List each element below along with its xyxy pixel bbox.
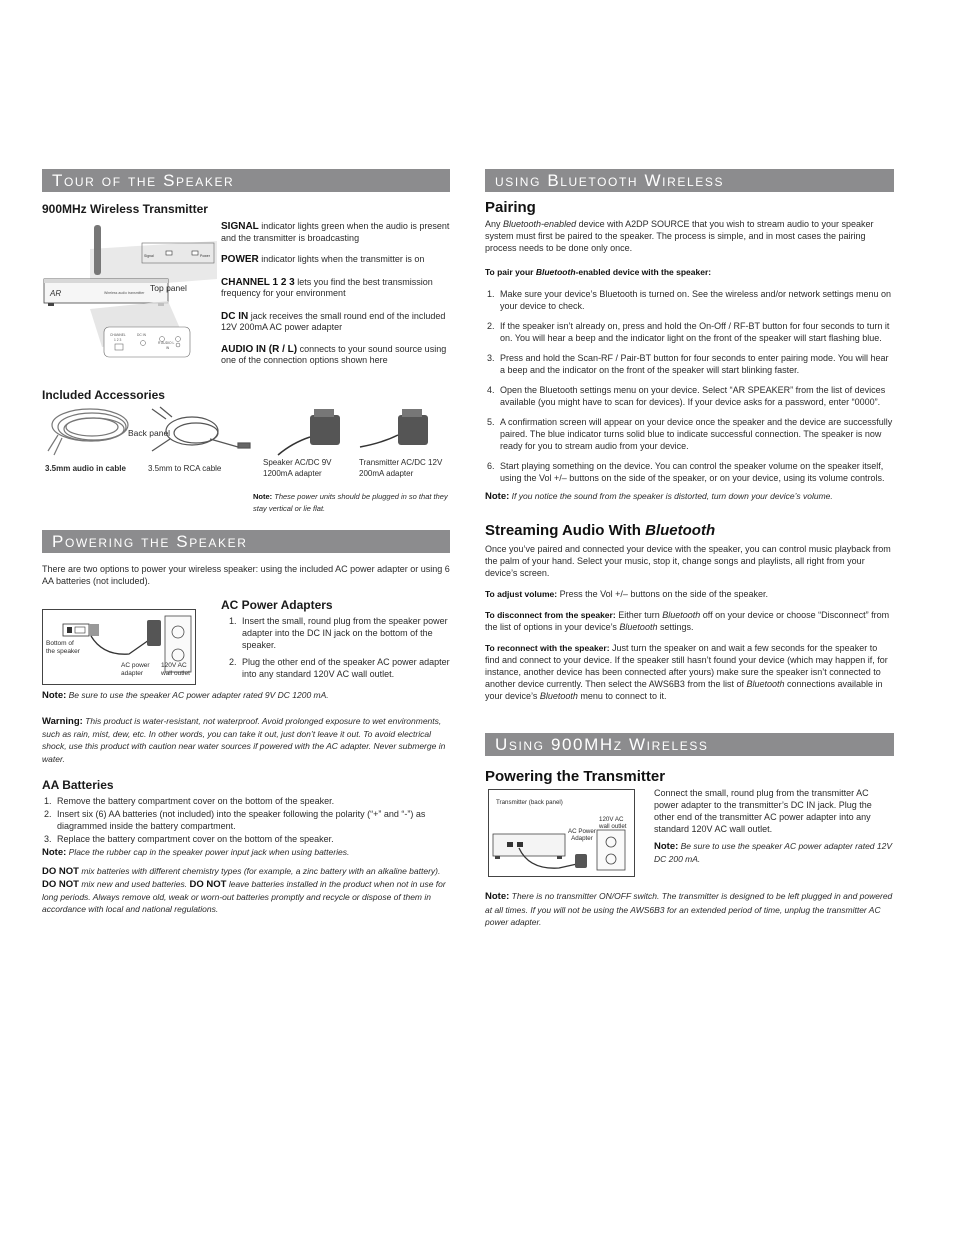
battery-warnings: DO NOT mix batteries with different chemistry types (for example, a zinc battery with an alkaline battery). DO NOT mix new and used batteries. DO NOT leave batteries installed in the product when not in use for long periods. Always remove old, weak or worn-out batteries promptly and recycle or dispose of them in accordance with local and national regulations. <box>42 865 446 915</box>
list-item: 5. A confirmation screen will appear on your device once the speaker and the device are successfully paired. The blue indicator turns solid blue to indicate successful connection. The speaker is now ready for you to stream audio from your device. <box>497 416 894 452</box>
pairing-steps <box>485 288 894 484</box>
power-led-label: Power <box>200 254 210 258</box>
streaming-heading: Streaming Audio With Bluetooth <box>485 522 716 539</box>
fig-outlet-label: 120V AC wall outlet <box>599 816 627 830</box>
accessory-label: 3.5mm to RCA cable <box>148 464 222 473</box>
ac-steps <box>221 615 450 680</box>
pairing-note: Note: If you notice the sound from the speaker is distorted, turn down your device’s volume. <box>485 491 833 502</box>
list-item: 1. Remove the battery compartment cover on the bottom of the speaker. <box>54 795 450 807</box>
fig-title: Transmitter (back panel) <box>496 799 563 806</box>
transmitter-illustration <box>42 221 218 381</box>
transmitter-power-section <box>485 787 894 881</box>
list-item: 2. Insert six (6) AA batteries (not included) into the speaker following the polarity (“+” and “-”) as diagrammed inside the battery compartment. <box>54 808 450 832</box>
back-panel-label: Back panel <box>128 428 171 438</box>
svg-text:1 2 3: 1 2 3 <box>114 338 122 342</box>
ac-heading: AC Power Adapters <box>221 598 333 612</box>
adapter-icon <box>575 854 587 868</box>
list-item: 2. If the speaker isn’t already on, press and hold the On-Off / RF-BT button for four seconds to turn it on. You will hear a beep and the indicator light on the front of the speaker will start flashing blue. <box>497 320 894 344</box>
list-item: 6. Start playing something on the device. You can control the speaker volume on the speaker itself, using the Vol +/– buttons on the side of the speaker, or on your device, using its volume controls. <box>497 460 894 484</box>
list-item: 4. Open the Bluetooth settings menu on your device. Select “AR SPEAKER” from the list of devices available (you might have to scan for devices). If your device asks for a password, enter “0000”. <box>497 384 894 408</box>
accessories-heading: Included Accessories <box>42 388 165 402</box>
list-item: 3. Press and hold the Scan-RF / Pair-BT button for four seconds to enter pairing mode. You will hear a beep and the indicator on the front of the speaker will start blinking faster. <box>497 352 894 376</box>
ac-note: Note: Be sure to use the speaker AC power adapter rated 9V DC 1200 mA. <box>42 690 329 701</box>
transmitter-heading: 900MHz Wireless Transmitter <box>42 202 208 216</box>
feature-term: CHANNEL 1 2 3 <box>221 276 295 288</box>
mhz-banner: Using 900MHz Wireless <box>485 733 894 756</box>
transmitter-switch-note: Note: There is no transmitter ON/OFF switch. The transmitter is designed to be left plugged in and powered at all times. If you will not be using the AWS6B3 for an extended period of time, unplug the transmitter AC power adapter. <box>485 891 893 927</box>
tour-banner: Tour of the Speaker <box>42 169 450 192</box>
adapter-icon <box>147 620 161 646</box>
accessory-label: 3.5mm audio in cable <box>45 464 126 473</box>
pairing-intro: Any Bluetooth-enabled device with A2DP SOURCE that you wish to stream audio to your speaker system must first be paired to the speaker. The process is simple, and in most cases the pairing process needs to be done only once. <box>485 219 874 253</box>
list-item: 2. Plug the other end of the speaker AC power adapter into any standard 120V AC wall outlet. <box>239 656 450 680</box>
accessory-label: Speaker AC/DC 9V 1200mA adapter <box>263 458 332 478</box>
transmitter-power-note: Note: Be sure to use the speaker AC power adapter rated 12V DC 200 mA. <box>654 841 893 864</box>
pairing-heading: Pairing <box>485 199 536 216</box>
warning: Warning: This product is water-resistant, not waterproof. Avoid prolonged exposure to wet environments, such as rain, mist, dew, etc. In other words, you can take it out, just don’t leave it out. To avoid electrical shock, use this product with caution near water sources if powered with the AC adapter. Never submerge in water. <box>42 716 446 764</box>
list-item: 1. Insert the small, round plug from the speaker power adapter into the DC IN jack on the bottom of the speaker. <box>239 615 450 651</box>
aa-steps <box>42 795 450 845</box>
svg-text:IN: IN <box>166 346 170 350</box>
feature-term: POWER <box>221 254 259 265</box>
transmitter-power-text <box>654 787 894 865</box>
top-panel-label: Top panel <box>150 283 187 293</box>
powering-intro: There are two options to power your wireless speaker: using the included AC power adapter or using 6 AA batteries (not included). <box>42 564 450 586</box>
transmitter-power-figure <box>488 789 635 877</box>
list-item: 1. Make sure your device’s Bluetooth is turned on. See the wireless and/or network settings menu on your device to check. <box>497 288 894 312</box>
signal-led-label: Signal <box>144 254 154 258</box>
feature-term: AUDIO IN (R / L) <box>221 343 298 355</box>
list-item: 3. Replace the battery compartment cover on the bottom of the speaker. <box>54 833 450 845</box>
feature-desc: indicator lights when the transmitter is on <box>258 254 425 264</box>
svg-text:DC IN: DC IN <box>137 333 146 337</box>
feature-desc: lets you find the best transmission frequency for your environment <box>221 276 433 298</box>
audio-cable-icon <box>48 409 128 455</box>
accessory-label: Transmitter AC/DC 12V 200mA adapter <box>359 458 443 478</box>
transmitter-adapter-icon <box>360 409 428 447</box>
left-column <box>42 169 450 924</box>
svg-text:R AUDIO L: R AUDIO L <box>158 341 175 345</box>
aa-note: Note: Place the rubber cap in the speaker power input jack when using batteries. <box>42 846 350 858</box>
feature-term: DC IN <box>221 310 249 322</box>
transmitter-power-paragraph: Connect the small, round plug from the transmitter AC power adapter to the transmitter’s DC IN jack. Plug the other end of the transmitter AC power adapter into any standard 120V AC wall outlet. <box>654 788 872 834</box>
speaker-adapter-icon <box>278 409 340 455</box>
feature-desc: jack receives the small round end of the included 12V 200mA AC power adapter <box>221 310 446 332</box>
aa-heading: AA Batteries <box>42 777 114 792</box>
accessories-note: Note: These power units should be plugged in so that they stay vertical or lie flat. <box>253 492 448 513</box>
fig-outlet-label: 120V AC wall outlet <box>161 662 190 677</box>
right-column <box>485 169 894 937</box>
svg-text:CHANNEL: CHANNEL <box>110 333 126 337</box>
transmitter-power-heading: Powering the Transmitter <box>485 768 666 785</box>
fig-adapter-label: AC power adapter <box>121 662 150 677</box>
fig-bottom-label: Bottom of the speaker <box>46 640 80 655</box>
ac-adapter-section <box>42 597 450 685</box>
reconnect: To reconnect with the speaker: Just turn the speaker on and wait a few seconds for the speaker to find and connect to your device. If the speaker still hasn’t found your device (which may happen if, for instance, another device has been connected after yours) make sure the speaker isn’t connected to another device currently. Then select the AWS6B3 from the list of Bluetooth connections available in your device’s Bluetooth menu to connect to it. <box>485 643 888 701</box>
pair-subheading: To pair your Bluetooth-enabled device with the speaker: <box>485 267 712 277</box>
feature-desc: indicator lights green when the audio is present and the transmitter is broadcasting <box>221 221 450 243</box>
adjust-volume: To adjust volume: Press the Vol +/– buttons on the side of the speaker. <box>485 589 768 599</box>
bluetooth-banner: using Bluetooth Wireless <box>485 169 894 192</box>
ac-adapter-text <box>221 599 450 680</box>
streaming-intro: Once you’ve paired and connected your device with the speaker, you can control music playback from the palm of your hand. Select your music, stop it, change songs and playlists, all right from your device’s screen. <box>485 544 891 578</box>
disconnect: To disconnect from the speaker: Either turn Bluetooth off on your device or choose “Disconnect” from the list of options in your device’s Bluetooth settings. <box>485 610 890 632</box>
transmitter-icon <box>493 834 565 856</box>
device-logo: AR <box>50 289 62 298</box>
transmitter-features <box>221 221 450 367</box>
feature-desc: connects to your sound source using one of the connection options shown here <box>221 343 447 365</box>
powering-banner: Powering the Speaker <box>42 530 450 553</box>
feature-term: SIGNAL <box>221 221 259 232</box>
fig-adapter-label: AC Power Adapter <box>568 828 596 842</box>
accessories-figure <box>42 405 450 519</box>
rca-cable-icon <box>152 407 250 451</box>
device-text: Wireless audio transmitter <box>104 291 145 295</box>
ac-adapter-figure <box>42 609 196 685</box>
